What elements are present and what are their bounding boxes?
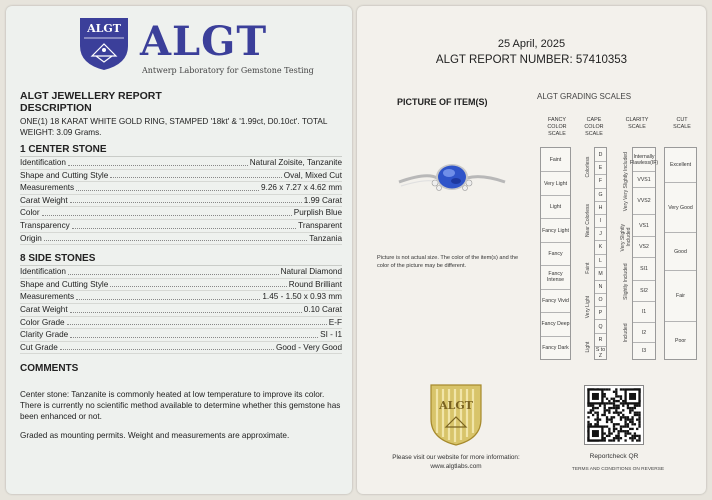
fancy-scale-cell: Fancy Dark [541, 336, 570, 359]
table-row [20, 279, 342, 292]
row-value: E-F [328, 317, 342, 327]
row-value: 1.45 - 1.50 x 0.93 mm [262, 292, 342, 302]
leader-dots [110, 286, 286, 287]
table-row [20, 329, 342, 342]
fancy-scale-cell: Light [541, 195, 570, 218]
cape_groups-label: Faint [585, 261, 591, 273]
cape-scale-cell: H [595, 201, 606, 214]
row-value: Natural Zoisite, Tanzanite [249, 158, 342, 167]
table-row [20, 233, 342, 246]
row-value: Good - Very Good [276, 342, 342, 352]
side-stones-title: 8 SIDE STONES [20, 253, 342, 266]
cape_groups-label: Light [585, 341, 591, 353]
side-stones-table [20, 266, 342, 354]
picture-title: PICTURE OF ITEM(S) [397, 97, 488, 107]
cape-scale-cell: S to Z [595, 346, 606, 359]
row-label: Shape and Cutting Style [20, 279, 109, 289]
table-row [20, 170, 342, 183]
report-number [357, 54, 706, 66]
picture-note: Picture is not actual size. The color of the item(s) and the color of the picture may be different. [377, 255, 519, 269]
row-value: Natural Diamond [280, 267, 342, 277]
shield-text: ALGT [87, 22, 121, 35]
table-row [20, 195, 342, 208]
clarity-scale-cell: I2 [633, 322, 655, 342]
row-value: Purplish Blue [293, 208, 342, 218]
terms-text: TERMS AND CONDITIONS ON REVERSE [571, 467, 665, 472]
clarity-scale-cell: VS2 [633, 236, 655, 257]
center-stone-table [20, 157, 342, 245]
clarity-scale-header: CLARITY SCALE [625, 117, 649, 130]
table-row [20, 157, 342, 170]
row-label: Color Grade [20, 317, 65, 327]
cape_groups-label: Very Light [585, 296, 591, 319]
row-value: 9.26 x 7.27 x 4.62 mm [260, 183, 342, 193]
table-row [20, 220, 342, 233]
seal-text: ALGT [439, 399, 473, 412]
table-row [20, 182, 342, 195]
clarity_groups-label: Very Slightly Included [620, 223, 632, 252]
fancy-scale-cell: Faint [549, 156, 562, 163]
fancy-scale-cell: Fancy Deep [541, 312, 570, 335]
report-right-card [357, 6, 706, 494]
cape-scale-cell: L [595, 254, 606, 267]
clarity-scale [629, 147, 659, 360]
comment-text-2: Graded as mounting permits. Weight and measurements are approximate. [20, 431, 290, 441]
table-row [20, 342, 342, 355]
row-label: Clarity Grade [20, 330, 69, 340]
leader-dots [42, 215, 292, 216]
cape-scale-cell: D [598, 151, 603, 158]
comments-title: COMMENTS [20, 363, 79, 375]
fancy-scale-cell: Fancy [541, 242, 570, 265]
table-row [20, 291, 342, 304]
clarity-scale-cell: I1 [633, 301, 655, 322]
cut-scale-header: CUT SCALE [673, 117, 691, 130]
fancy-color-scale [540, 147, 571, 360]
cut-scale-cell: Excellent [669, 161, 692, 168]
visit-text: Please visit our website for more information: [392, 454, 520, 461]
shield-logo-icon [78, 16, 130, 72]
cape-scale-cell: E [595, 161, 606, 174]
row-label: Measurements [20, 183, 75, 193]
cut-scale-cell: Fair [665, 270, 696, 321]
row-value: 1.99 Carat [303, 195, 342, 205]
clarity_groups-label: Very Very Slightly Included [623, 152, 629, 212]
center-stone-title: 1 CENTER STONE [20, 144, 342, 157]
row-label: Identification [20, 158, 66, 167]
cut-scale-cell: Good [665, 232, 696, 270]
cape-scale-cell: M [595, 267, 606, 280]
row-value: SI - I1 [320, 330, 342, 340]
table-row [20, 304, 342, 317]
row-label: Measurements [20, 292, 75, 302]
row-value: Tanzania [309, 233, 342, 243]
report-title: ALGT JEWELLERY REPORT [20, 90, 162, 102]
cape-scale-header: CAPE COLOR SCALE [584, 117, 604, 137]
leader-dots [60, 349, 274, 350]
cut-scale [664, 147, 697, 360]
leader-dots [72, 228, 296, 229]
cape-scale-cell: O [595, 293, 606, 306]
brand-name: ALGT [140, 18, 268, 65]
cape-scale-cell: K [595, 240, 606, 253]
row-value: Round Brilliant [288, 279, 342, 289]
comment-text: Center stone: Tanzanite is commonly heated at low temperature to improve its color. There is currently no scientific method available to determine whether this gemstone has been enhanced or not. [20, 390, 341, 422]
clarity-scale-cell: VVS2 [633, 187, 655, 214]
fancy-scale-cell: Fancy Intense [541, 265, 570, 288]
description-text: ONE(1) 18 KARAT WHITE GOLD RING, STAMPED '18kt' & '1.99ct, D0.10ct'. TOTAL WEIGHT: 3.09 Grams. [20, 117, 328, 137]
report-number-label: ALGT REPORT NUMBER: [435, 54, 573, 66]
report-left-card [6, 6, 352, 494]
cape-scale-cell: F [595, 174, 606, 187]
fancy-scale-cell: Very Light [541, 171, 570, 194]
cape-scale-cell: G [595, 188, 606, 201]
table-row [20, 317, 342, 330]
logo [78, 16, 338, 76]
clarity-scale-cell: SI1 [633, 257, 655, 280]
table-row [20, 207, 342, 220]
cape-scale-cell: I [595, 214, 606, 227]
row-label: Shape and Cutting Style [20, 170, 109, 180]
cape-scale-cell: Q [595, 319, 606, 332]
row-value: 0.10 Carat [303, 304, 342, 314]
cape-scale-cell: P [595, 306, 606, 319]
clarity_groups-label: Included [623, 322, 629, 342]
row-value: Transparent [298, 220, 342, 230]
leader-dots [67, 324, 327, 325]
leader-dots [44, 240, 307, 241]
clarity-scale-cell: VS1 [633, 214, 655, 235]
fancy-scale-cell: Fancy Light [541, 218, 570, 241]
website-info [381, 453, 531, 471]
row-label: Cut Grade [20, 342, 58, 352]
ring-image [397, 152, 507, 202]
cape_groups-label: Colorless [585, 156, 591, 178]
cape-color-scale [594, 147, 607, 360]
grading-scales-title: ALGT GRADING SCALES [537, 92, 632, 101]
row-label: Color [20, 208, 40, 218]
algt-seal-icon [429, 383, 483, 447]
cape_groups-label: Near Colorless [585, 203, 591, 238]
cut-scale-cell: Very Good [665, 182, 696, 233]
leader-dots [68, 274, 279, 275]
row-label: Origin [20, 233, 42, 243]
report-content [20, 90, 342, 441]
fancy-scale-cell: Fancy Vivid [541, 289, 570, 312]
row-label: Carat Weight [20, 195, 68, 205]
brand-tagline: Antwerp Laboratory for Gemstone Testing [142, 66, 314, 75]
report-number-value: 57410353 [575, 54, 628, 66]
leader-dots [68, 165, 248, 166]
fancy-scale-header: FANCY COLOR SCALE [547, 117, 567, 137]
cape-scale-cell: N [595, 280, 606, 293]
report-qr-code[interactable] [584, 385, 644, 445]
row-label: Carat Weight [20, 304, 68, 314]
website-link[interactable]: www.algtlabs.com [430, 463, 482, 470]
report-date: 25 April, 2025 [497, 38, 566, 50]
clarity-scale-cell: I3 [633, 342, 655, 359]
leader-dots [70, 202, 302, 203]
clarity-scale-cell: Internally Flawless(IF) [629, 153, 659, 166]
clarity-scale-cell: VVS1 [633, 171, 655, 187]
cut-scale-cell: Poor [665, 321, 696, 359]
description-label: DESCRIPTION [20, 102, 92, 114]
leader-dots [76, 190, 259, 191]
leader-dots [110, 177, 281, 178]
clarity_groups-label: Slightly Included [623, 262, 629, 300]
row-label: Transparency [20, 220, 70, 230]
clarity-scale-cell: SI2 [633, 280, 655, 301]
table-row [20, 266, 342, 279]
row-label: Identification [20, 267, 66, 277]
row-value: Oval, Mixed Cut [283, 170, 342, 180]
leader-dots [70, 337, 318, 338]
cape-scale-cell: R [595, 333, 606, 346]
cape-scale-cell: J [595, 227, 606, 240]
qr-label: Reportcheck QR [589, 453, 639, 460]
leader-dots [70, 312, 302, 313]
leader-dots [76, 299, 260, 300]
